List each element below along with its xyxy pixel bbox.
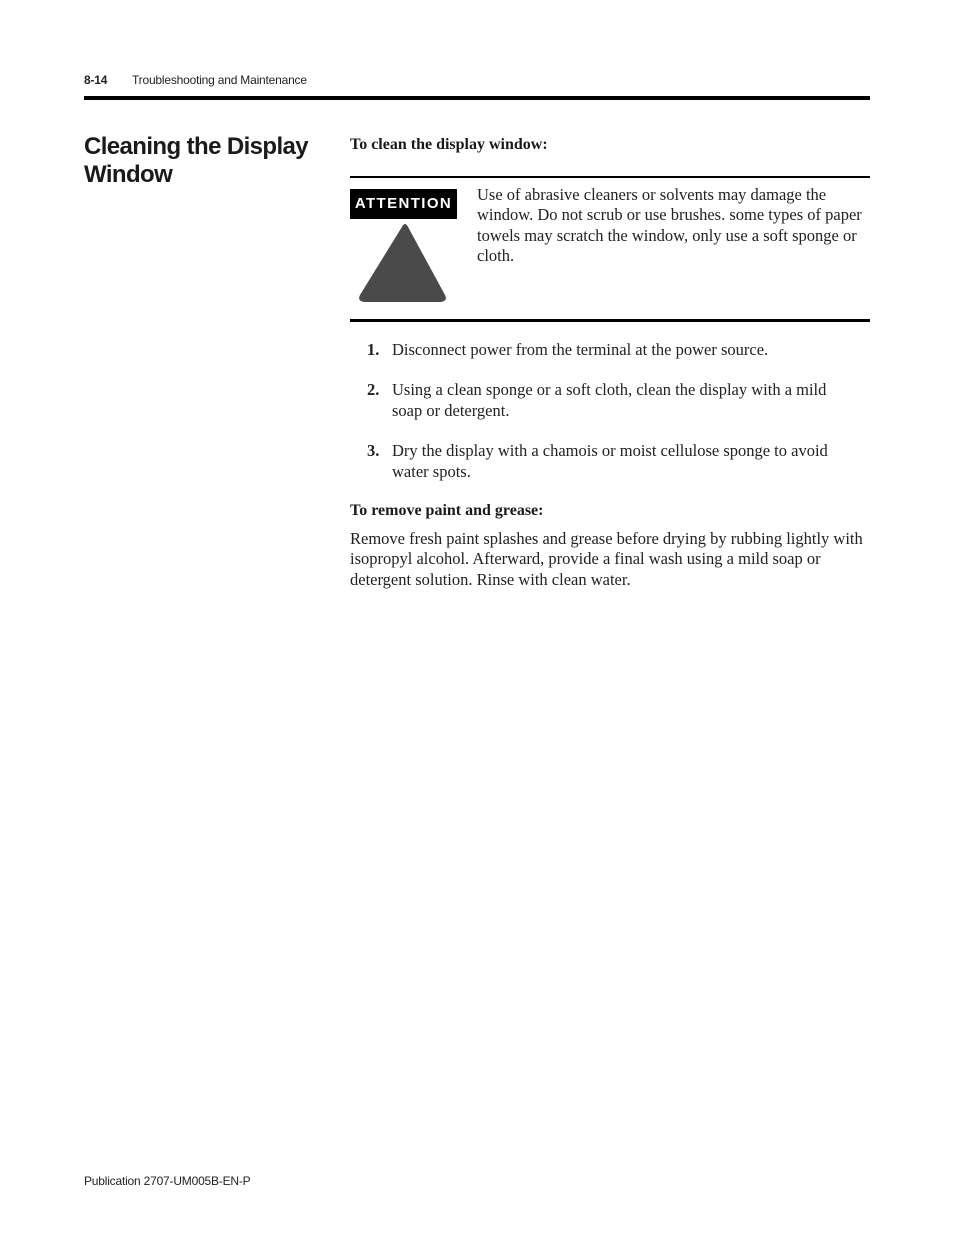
attention-text: Use of abrasive cleaners or solvents may damage the window. Do not scrub or use brushes. some types of paper towels may scratch the window, only use a soft sponge or cloth. [477,185,862,266]
step-number: 2. [367,380,380,400]
clean-window-heading: To clean the display window: [350,136,548,153]
publication-footer: Publication 2707-UM005B-EN-P [84,1174,251,1188]
running-section-title: Troubleshooting and Maintenance [132,73,307,87]
page-header [84,73,870,89]
remove-paint-heading: To remove paint and grease: [350,502,544,519]
cleaning-steps [350,340,870,482]
attention-badge: ATTENTION [350,189,457,219]
step-text: Using a clean sponge or a soft cloth, clean the display with a mild soap or detergent. [392,380,827,420]
section-title: Cleaning the Display Window [84,133,309,188]
warning-triangle-icon [357,222,448,305]
step-number: 3. [367,441,380,461]
step-text: Dry the display with a chamois or moist cellulose sponge to avoid water spots. [392,441,828,481]
attention-top-rule [350,176,870,178]
step-number: 1. [367,340,380,359]
page-number: 8-14 [84,73,108,87]
step-text: Disconnect power from the terminal at the power source. [392,340,769,359]
list-item [350,340,870,360]
list-item [350,441,870,482]
header-rule [84,96,870,100]
remove-paint-body: Remove fresh paint splashes and grease before drying by rubbing lightly with isopropyl alcohol. Afterward, provide a final wash using a mild soap or detergent solution. Rinse with clean water. [350,529,863,589]
attention-bottom-rule [350,319,870,322]
attention-box [350,176,870,322]
list-item [350,380,870,421]
